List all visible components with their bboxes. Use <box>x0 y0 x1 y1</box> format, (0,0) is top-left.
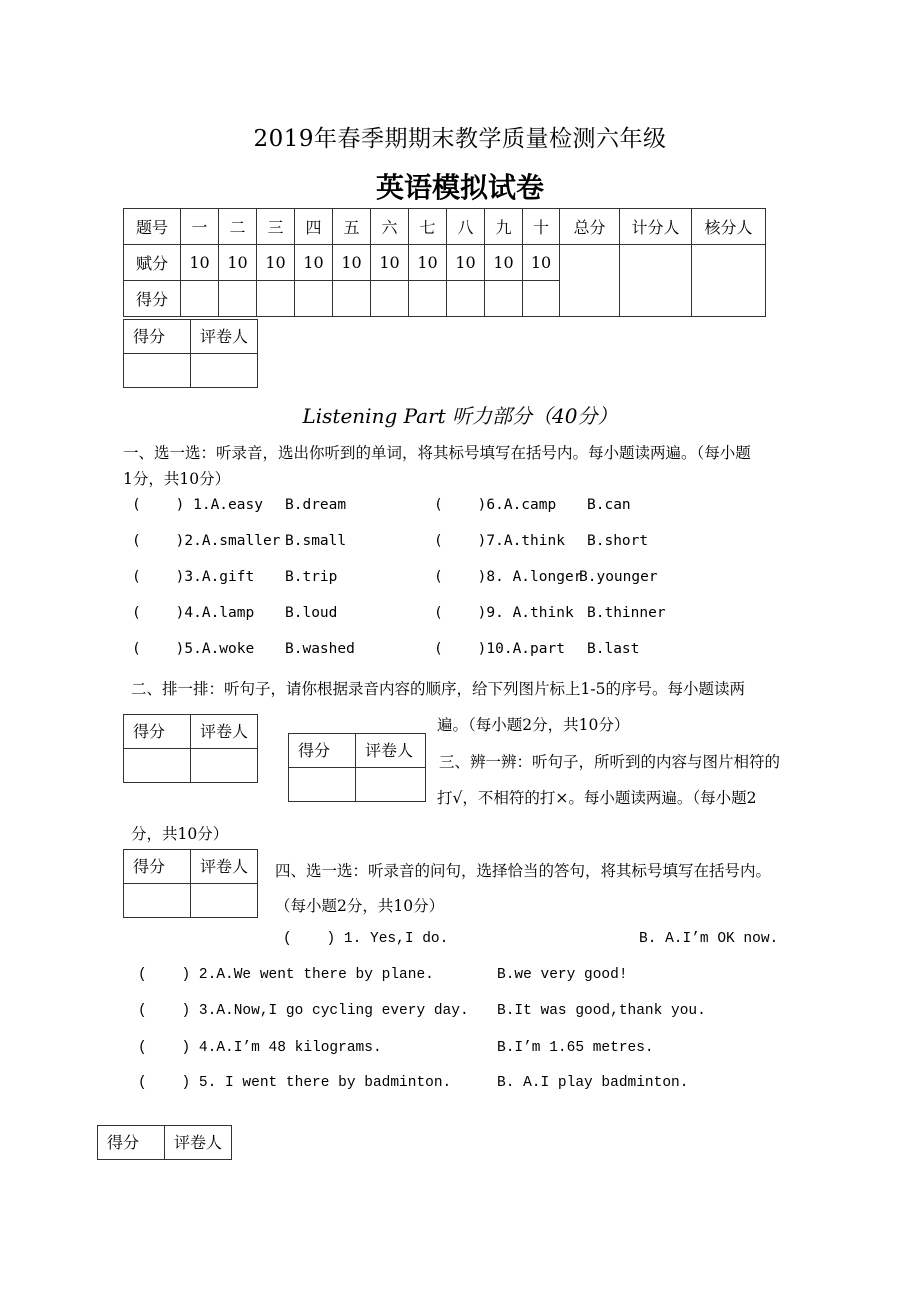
grader-label: 评卷人 <box>165 1126 232 1160</box>
points-cell: 10 <box>409 245 447 281</box>
earned-cell[interactable] <box>295 281 333 317</box>
grader-box <box>123 849 258 918</box>
q7: ( )7.A.think <box>434 533 565 549</box>
points-cell: 10 <box>181 245 219 281</box>
points-cell: 10 <box>257 245 295 281</box>
earned-cell[interactable] <box>257 281 295 317</box>
q6: ( )6.A.camp <box>434 497 557 513</box>
s4-q2: ( ) 2.A.We went there by plane. <box>138 967 434 983</box>
points-row <box>124 245 766 281</box>
points-cell: 10 <box>371 245 409 281</box>
col-header: 四 <box>295 209 333 245</box>
q4-b: B.loud <box>285 605 338 621</box>
earned-cell[interactable] <box>485 281 523 317</box>
earned-cell[interactable] <box>371 281 409 317</box>
listening-part-title: Listening Part 听力部分（40分） <box>302 404 618 428</box>
col-header: 六 <box>371 209 409 245</box>
grader-box <box>288 733 426 802</box>
col-header: 七 <box>409 209 447 245</box>
col-header: 九 <box>485 209 523 245</box>
grader-input-cell[interactable] <box>191 884 258 918</box>
col-header: 一 <box>181 209 219 245</box>
q1: ( ) 1.A.easy <box>132 497 263 513</box>
score-label: 得分 <box>289 734 356 768</box>
s4-q3: ( ) 3.A.Now,I go cycling every day. <box>138 1003 469 1019</box>
exam-title-line2: 英语模拟试卷 <box>375 171 544 204</box>
s4-q4: ( ) 4.A.I’m 48 kilograms. <box>138 1040 382 1056</box>
grader-label: 评卷人 <box>191 715 258 749</box>
earned-cell[interactable] <box>409 281 447 317</box>
s4-q2-b: B.we very good! <box>497 967 628 983</box>
q6-b: B.can <box>587 497 631 513</box>
q5: ( )5.A.woke <box>132 641 255 657</box>
checker-header: 核分人 <box>692 209 766 245</box>
section2-instruction: 二、排一排：听句子，请你根据录音内容的顺序，给下列图片标上1-5的序号。每小题读两 <box>131 680 745 698</box>
section3-instruction-cont2: 分，共10分） <box>131 825 229 843</box>
earned-cell[interactable] <box>333 281 371 317</box>
grader-box <box>123 714 258 783</box>
score-label: 得分 <box>124 320 191 354</box>
col-header: 十 <box>523 209 560 245</box>
s4-q1-b: B. A.I’m OK now. <box>639 931 779 947</box>
score-label: 得分 <box>124 850 191 884</box>
s4-q5-b: B. A.I play badminton. <box>497 1075 689 1091</box>
row-label: 赋分 <box>124 245 181 281</box>
q4: ( )4.A.lamp <box>132 605 255 621</box>
section3-instruction-cont: 打√，不相符的打×。每小题读两遍。（每小题2 <box>437 789 757 807</box>
scorer-header: 计分人 <box>620 209 692 245</box>
section4-instruction-cont: （每小题2分，共10分） <box>275 897 445 915</box>
points-cell: 10 <box>219 245 257 281</box>
q8: ( )8. A.longer <box>434 569 583 585</box>
earned-cell[interactable] <box>219 281 257 317</box>
scorer-cell[interactable] <box>620 245 692 317</box>
q9: ( )9. A.think <box>434 605 574 621</box>
col-header: 五 <box>333 209 371 245</box>
exam-title-line1: 2019年春季期期末教学质量检测六年级 <box>253 126 667 152</box>
col-header: 二 <box>219 209 257 245</box>
checker-cell[interactable] <box>692 245 766 317</box>
col-header: 三 <box>257 209 295 245</box>
points-cell: 10 <box>485 245 523 281</box>
q2: ( )2.A.smaller <box>132 533 281 549</box>
row-label: 得分 <box>124 281 181 317</box>
earned-cell[interactable] <box>181 281 219 317</box>
q5-b: B.washed <box>285 641 355 657</box>
q7-b: B.short <box>587 533 649 549</box>
grader-label: 评卷人 <box>191 320 258 354</box>
points-cell: 10 <box>523 245 560 281</box>
s4-q4-b: B.I’m 1.65 metres. <box>497 1040 654 1056</box>
s4-q3-b: B.It was good,thank you. <box>497 1003 706 1019</box>
points-cell: 10 <box>333 245 371 281</box>
earned-cell[interactable] <box>447 281 485 317</box>
score-table <box>123 208 766 317</box>
q9-b: B.thinner <box>587 605 666 621</box>
section2-instruction-cont: 遍。（每小题2分，共10分） <box>437 716 630 734</box>
score-table-header-row <box>124 209 766 245</box>
row-label: 题号 <box>124 209 181 245</box>
section3-instruction: 三、辨一辨：听句子，所听到的内容与图片相符的 <box>439 753 781 771</box>
total-score-cell[interactable] <box>560 245 620 317</box>
q1-b: B.dream <box>285 497 347 513</box>
score-input-cell[interactable] <box>124 749 191 783</box>
grader-label: 评卷人 <box>356 734 426 768</box>
points-cell: 10 <box>447 245 485 281</box>
q3-b: B.trip <box>285 569 338 585</box>
score-input-cell[interactable] <box>289 768 356 802</box>
q2-b: B.small <box>285 533 347 549</box>
s4-q5: ( ) 5. I went there by badminton. <box>138 1075 452 1091</box>
points-cell: 10 <box>295 245 333 281</box>
grader-box <box>97 1125 232 1160</box>
score-input-cell[interactable] <box>124 354 191 388</box>
section4-instruction: 四、选一选：听录音的问句，选择恰当的答句，将其标号填写在括号内。 <box>275 862 772 880</box>
q10-b: B.last <box>587 641 640 657</box>
q10: ( )10.A.part <box>434 641 565 657</box>
score-label: 得分 <box>124 715 191 749</box>
grader-box <box>123 319 258 388</box>
grader-input-cell[interactable] <box>191 354 258 388</box>
grader-input-cell[interactable] <box>356 768 426 802</box>
s4-q1: ( ) 1. Yes,I do. <box>283 931 449 947</box>
grader-label: 评卷人 <box>191 850 258 884</box>
q3: ( )3.A.gift <box>132 569 255 585</box>
q8-b: B.younger <box>579 569 658 585</box>
earned-cell[interactable] <box>523 281 560 317</box>
col-header: 八 <box>447 209 485 245</box>
section1-instruction: 一、选一选：听录音，选出你听到的单词，将其标号填写在括号内。每小题读两遍。（每小题 <box>123 444 751 462</box>
score-input-cell[interactable] <box>124 884 191 918</box>
score-label: 得分 <box>98 1126 165 1160</box>
section1-instruction-cont: 1分，共10分） <box>123 470 231 488</box>
total-header: 总分 <box>560 209 620 245</box>
grader-input-cell[interactable] <box>191 749 258 783</box>
